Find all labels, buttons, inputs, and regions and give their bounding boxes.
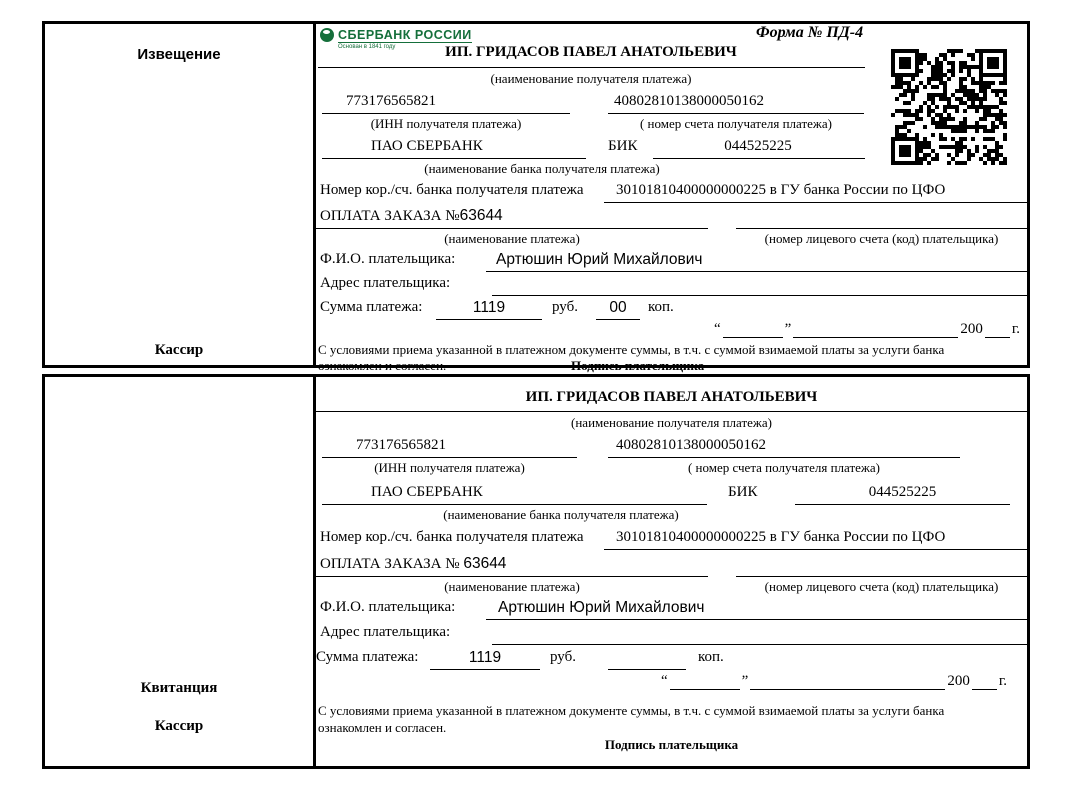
rub-label: руб. bbox=[550, 649, 576, 665]
bik-value: 044525225 bbox=[868, 484, 937, 500]
inn-caption: (ИНН получателя платежа) bbox=[370, 116, 522, 131]
account-caption: ( номер счета получателя платежа) bbox=[639, 116, 833, 131]
notice-form-cell bbox=[316, 24, 1027, 373]
bik-label: БИК bbox=[608, 138, 638, 154]
payment-name-line bbox=[316, 228, 708, 229]
sum-rub-value: 1119 bbox=[468, 649, 502, 666]
personal-account-line bbox=[736, 228, 1027, 229]
payment-name bbox=[320, 555, 506, 573]
payer-name-value: Артюшин Юрий Михайлович bbox=[496, 251, 703, 268]
payer-name-line bbox=[486, 271, 1027, 272]
payment-name-label: ОПЛАТА ЗАКАЗА № bbox=[320, 556, 460, 572]
bank-name: ПАО СБЕРБАНК bbox=[371, 138, 483, 154]
receipt-cashier-label: Кассир bbox=[154, 718, 204, 734]
sum-rub-value: 1119 bbox=[472, 299, 506, 316]
payee-name: ИП. ГРИДАСОВ ПАВЕЛ АНАТОЛЬЕВИЧ bbox=[445, 44, 737, 60]
qr-code bbox=[891, 49, 1007, 165]
account-value: 40802810138000050162 bbox=[614, 93, 764, 109]
payee-name: ИП. ГРИДАСОВ ПАВЕЛ АНАТОЛЬЕВИЧ bbox=[525, 389, 818, 405]
date-quote-open: “ bbox=[661, 673, 668, 689]
payer-name-label: Ф.И.О. плательщика: bbox=[320, 599, 456, 615]
date-day-blank bbox=[723, 322, 783, 338]
date-year-blank bbox=[985, 322, 1010, 338]
payer-address-line bbox=[492, 644, 1027, 645]
kop-label: коп. bbox=[648, 299, 674, 315]
sum-rub-line bbox=[436, 319, 542, 320]
sum-kop-value: 00 bbox=[609, 299, 627, 316]
payment-order-number: 63644 bbox=[459, 207, 503, 224]
bik-value: 044525225 bbox=[724, 138, 792, 154]
payment-name-line bbox=[316, 576, 708, 577]
corr-line bbox=[604, 202, 1027, 203]
personal-account-caption: (номер лицевого счета (код) плательщика) bbox=[764, 579, 999, 594]
notice-section-label: Извещение bbox=[137, 46, 221, 63]
sum-label: Сумма платежа: bbox=[320, 299, 423, 315]
sberbank-logo-subtext: Основан в 1841 году bbox=[338, 44, 396, 50]
payment-order-number: 63644 bbox=[463, 555, 507, 572]
date-year-blank bbox=[972, 674, 997, 690]
date-year-prefix: 200 bbox=[947, 673, 970, 689]
bank-name-line bbox=[322, 158, 586, 159]
bank-caption: (наименование банка получателя платежа) bbox=[443, 507, 679, 522]
terms-line2: ознакомлен и согласен. bbox=[318, 358, 447, 373]
payee-caption: (наименование получателя платежа) bbox=[571, 415, 772, 430]
terms-line2: ознакомлен и согласен. bbox=[318, 720, 447, 735]
corr-value: 30101810400000000225 в ГУ банка России по ЦФО bbox=[616, 529, 946, 545]
corr-label: Номер кор./сч. банка получателя платежа bbox=[320, 182, 584, 198]
payer-address-line bbox=[492, 295, 1027, 296]
date-year-prefix: 200 bbox=[960, 321, 983, 337]
receipt-left-cell bbox=[45, 377, 316, 766]
form-number: Форма № ПД-4 bbox=[756, 24, 864, 41]
date-line bbox=[714, 321, 1020, 338]
bik-line bbox=[653, 158, 865, 159]
receipt-section-label: Квитанция bbox=[140, 680, 218, 696]
receipt-section bbox=[42, 374, 1030, 769]
bank-name: ПАО СБЕРБАНК bbox=[371, 484, 483, 500]
personal-account-line bbox=[736, 576, 1027, 577]
payee-name-line bbox=[316, 411, 1027, 412]
terms-line1: С условиями приема указанной в платежном документе суммы, в т.ч. с суммой взимаемой платы за услуги банка bbox=[318, 342, 945, 357]
account-value: 40802810138000050162 bbox=[616, 437, 766, 453]
inn-value: 773176565821 bbox=[346, 93, 436, 109]
corr-label: Номер кор./сч. банка получателя платежа bbox=[320, 529, 584, 545]
date-month-blank bbox=[750, 674, 945, 690]
terms-line1: С условиями приема указанной в платежном документе суммы, в т.ч. с суммой взимаемой платы за услуги банка bbox=[318, 703, 945, 718]
bik-line bbox=[795, 504, 1010, 505]
date-year-suffix: г. bbox=[1011, 321, 1021, 337]
payer-address-label: Адрес плательщика: bbox=[320, 275, 451, 291]
date-month-blank bbox=[793, 322, 958, 338]
account-caption: ( номер счета получателя платежа) bbox=[687, 460, 881, 475]
date-quote-open: “ bbox=[714, 321, 721, 337]
payment-name bbox=[320, 207, 503, 225]
payment-name-label: ОПЛАТА ЗАКАЗА № bbox=[320, 208, 460, 224]
sum-rub-line bbox=[430, 669, 540, 670]
date-day-blank bbox=[670, 674, 740, 690]
payment-caption: (наименование платежа) bbox=[444, 231, 580, 246]
receipt-form-cell bbox=[316, 377, 1027, 766]
sberbank-logo-icon bbox=[320, 28, 334, 42]
date-year-suffix: г. bbox=[998, 673, 1008, 689]
signature-label: Подпись плательщика bbox=[604, 737, 739, 752]
rub-label: руб. bbox=[552, 299, 578, 315]
payee-caption: (наименование получателя платежа) bbox=[490, 71, 692, 86]
inn-value: 773176565821 bbox=[356, 437, 446, 453]
inn-line bbox=[322, 457, 577, 458]
sum-kop-line bbox=[608, 669, 686, 670]
personal-account-caption: (номер лицевого счета (код) плательщика) bbox=[764, 231, 999, 246]
payment-caption: (наименование платежа) bbox=[444, 579, 580, 594]
kop-label: коп. bbox=[698, 649, 724, 665]
inn-caption: (ИНН получателя платежа) bbox=[374, 460, 525, 475]
sberbank-logo-text: СБЕРБАНК РОССИИ bbox=[338, 28, 472, 42]
bank-caption: (наименование банка получателя платежа) bbox=[424, 161, 660, 176]
notice-left-cell bbox=[45, 24, 316, 365]
payer-name-line bbox=[486, 619, 1027, 620]
notice-cashier-label: Кассир bbox=[154, 342, 204, 358]
corr-line bbox=[604, 549, 1027, 550]
signature-label: Подпись плательщика bbox=[571, 358, 705, 373]
corr-value: 30101810400000000225 в ГУ банка России по ЦФО bbox=[616, 182, 946, 198]
payer-name-label: Ф.И.О. плательщика: bbox=[320, 251, 456, 267]
payee-name-line bbox=[318, 67, 865, 68]
date-line bbox=[661, 673, 1007, 690]
account-line bbox=[608, 457, 960, 458]
bank-name-line bbox=[322, 504, 707, 505]
inn-line bbox=[322, 113, 570, 114]
date-quote-close: ” bbox=[784, 321, 792, 337]
bik-label: БИК bbox=[728, 484, 758, 500]
notice-section bbox=[42, 21, 1030, 373]
sum-label: Сумма платежа: bbox=[316, 649, 419, 665]
sum-kop-line bbox=[596, 319, 640, 320]
account-line bbox=[608, 113, 864, 114]
date-quote-close: ” bbox=[741, 673, 749, 689]
payer-name-value: Артюшин Юрий Михайлович bbox=[498, 599, 705, 616]
payer-address-label: Адрес плательщика: bbox=[320, 624, 451, 640]
